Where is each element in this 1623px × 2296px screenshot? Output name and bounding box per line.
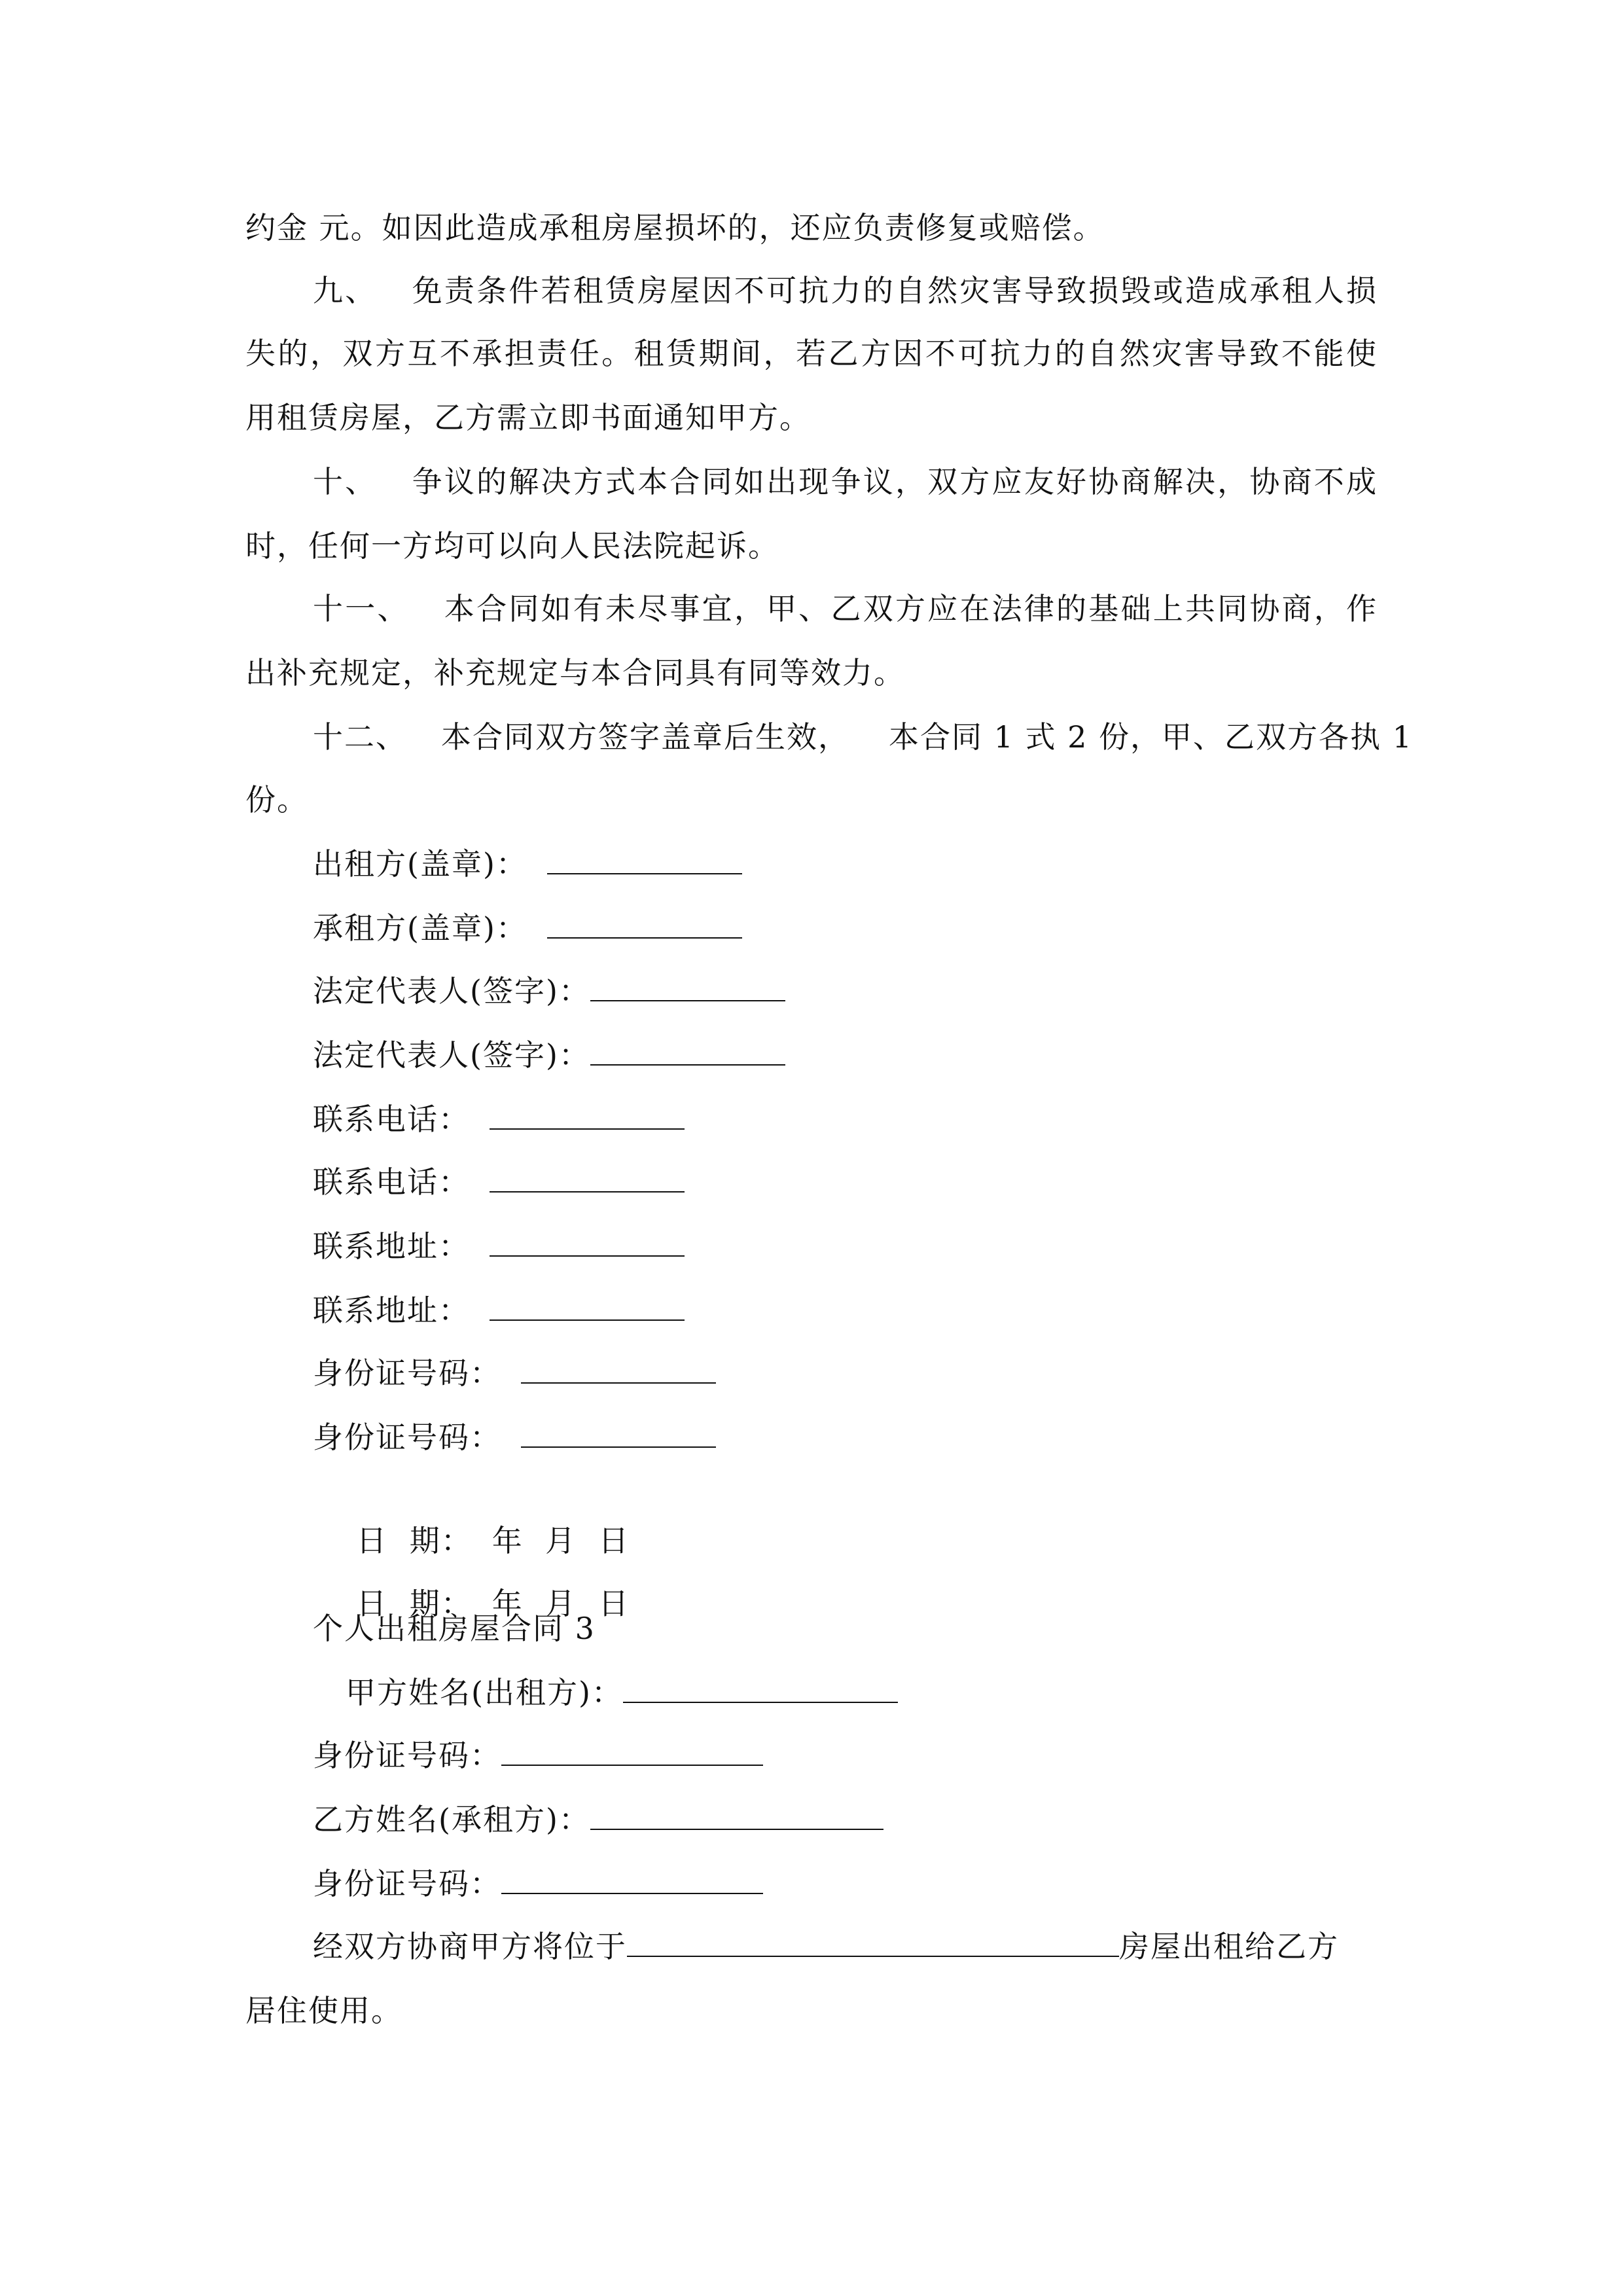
clause-text: 用租赁房屋，乙方需立即书面通知甲方。	[245, 400, 811, 435]
party-a-name-field	[346, 1673, 1410, 1712]
location-blank[interactable]	[627, 1927, 1119, 1957]
phone-blank-1[interactable]	[490, 1100, 685, 1130]
location-line-2	[245, 1991, 1378, 2030]
phone-field-2	[313, 1162, 1378, 1202]
clause-number: 十一、	[313, 591, 410, 626]
field-label: 联系地址：	[313, 1229, 470, 1264]
field-label: 法定代表人(签字)：	[313, 973, 590, 1009]
field-label: 身份证号码：	[313, 1738, 501, 1773]
clause-10-line-2	[245, 526, 1378, 565]
phone-field-1	[313, 1100, 1378, 1139]
field-label: 日 期：	[356, 1523, 473, 1558]
id-blank-2[interactable]	[521, 1418, 716, 1448]
location-line-1	[313, 1927, 1378, 1966]
date-value: 年 月 日	[491, 1586, 630, 1621]
legal-rep-blank-2[interactable]	[590, 1035, 785, 1066]
field-label: 法定代表人(签字)：	[313, 1037, 590, 1073]
clause-number: 十二、	[313, 719, 407, 755]
party-a-id-blank[interactable]	[501, 1736, 763, 1766]
field-label: 出租方(盖章)：	[313, 846, 527, 882]
id-field-2	[313, 1418, 1378, 1457]
clause-text: 本合同如有未尽事宜，甲、乙双方应在法律的基础上共同协商，作	[443, 591, 1378, 626]
date-field-2	[313, 1545, 1378, 1621]
address-blank-2[interactable]	[490, 1291, 685, 1321]
lessee-seal-field	[313, 908, 1378, 948]
field-label: 身份证号码：	[313, 1355, 501, 1391]
party-b-id-field	[313, 1864, 1378, 1903]
clause-12-line-2	[245, 780, 1378, 819]
legal-rep-field-2	[313, 1035, 1378, 1075]
location-suffix: 房屋出租给乙方	[1119, 1929, 1339, 1964]
clause-12-line-1	[313, 717, 1413, 757]
legal-rep-field-1	[313, 971, 1378, 1011]
clause-text: 时，任何一方均可以向人民法院起诉。	[245, 528, 779, 564]
id-blank-1[interactable]	[521, 1354, 716, 1384]
field-label: 联系电话：	[313, 1102, 470, 1137]
party-b-name-field	[313, 1800, 1378, 1839]
clause-11-line-2	[245, 653, 1378, 692]
section-title-text: 个人出租房屋合同 3	[313, 1611, 596, 1646]
field-label: 甲方姓名(出租方)：	[346, 1675, 623, 1710]
address-field-1	[313, 1227, 1378, 1266]
lessee-seal-blank[interactable]	[547, 908, 742, 939]
paragraph-text: 约金 元。如因此造成承租房屋损坏的，还应负责修复或赔偿。	[245, 210, 1105, 245]
field-label: 日 期：	[356, 1586, 473, 1621]
address-field-2	[313, 1291, 1378, 1330]
location-text: 居住使用。	[245, 1993, 402, 2028]
lessor-seal-blank[interactable]	[547, 844, 742, 874]
field-label: 乙方姓名(承租方)：	[313, 1802, 590, 1837]
clause-text: 失的，双方互不承担责任。租赁期间，若乙方因不可抗力的自然灾害导致不能使	[245, 336, 1378, 371]
clause-text: 免责条件若租赁房屋因不可抗力的自然灾害导致损毁或造成承租人损	[411, 273, 1378, 308]
field-label: 承租方(盖章)：	[313, 910, 527, 946]
clause-9-line-2	[245, 334, 1378, 373]
party-b-name-blank[interactable]	[590, 1800, 883, 1830]
field-label: 身份证号码：	[313, 1420, 501, 1455]
date-field-1	[313, 1482, 1378, 1558]
paragraph-8-continuation	[245, 208, 1378, 247]
clause-10-line-1	[313, 462, 1378, 501]
party-a-name-blank[interactable]	[623, 1673, 898, 1703]
date-value: 年 月 日	[491, 1523, 630, 1558]
clause-text: 争议的解决方式本合同如出现争议，双方应友好协商解决，协商不成	[411, 464, 1378, 499]
clause-text: 份。	[245, 782, 308, 817]
clause-number: 九、	[313, 273, 378, 308]
section-title	[313, 1609, 1378, 1648]
clause-number: 十、	[313, 464, 378, 499]
address-blank-1[interactable]	[490, 1227, 685, 1257]
clause-9-line-3	[245, 398, 1378, 437]
legal-rep-blank-1[interactable]	[590, 971, 785, 1001]
id-field-1	[313, 1354, 1378, 1393]
field-label: 联系电话：	[313, 1164, 470, 1200]
clause-text: 本合同 1 式 2 份，甲、乙双方各执 1	[889, 719, 1413, 755]
field-label: 联系地址：	[313, 1293, 470, 1328]
clause-text: 出补充规定，补充规定与本合同具有同等效力。	[245, 655, 905, 691]
clause-9-line-1	[313, 271, 1378, 310]
lessor-seal-field	[313, 844, 1378, 884]
field-label: 身份证号码：	[313, 1866, 501, 1901]
phone-blank-2[interactable]	[490, 1162, 685, 1193]
party-b-id-blank[interactable]	[501, 1864, 763, 1894]
location-prefix: 经双方协商甲方将位于	[313, 1929, 627, 1964]
party-a-id-field	[313, 1736, 1378, 1775]
clause-text: 本合同双方签字盖章后生效，	[441, 719, 849, 755]
clause-11-line-1	[313, 589, 1378, 628]
